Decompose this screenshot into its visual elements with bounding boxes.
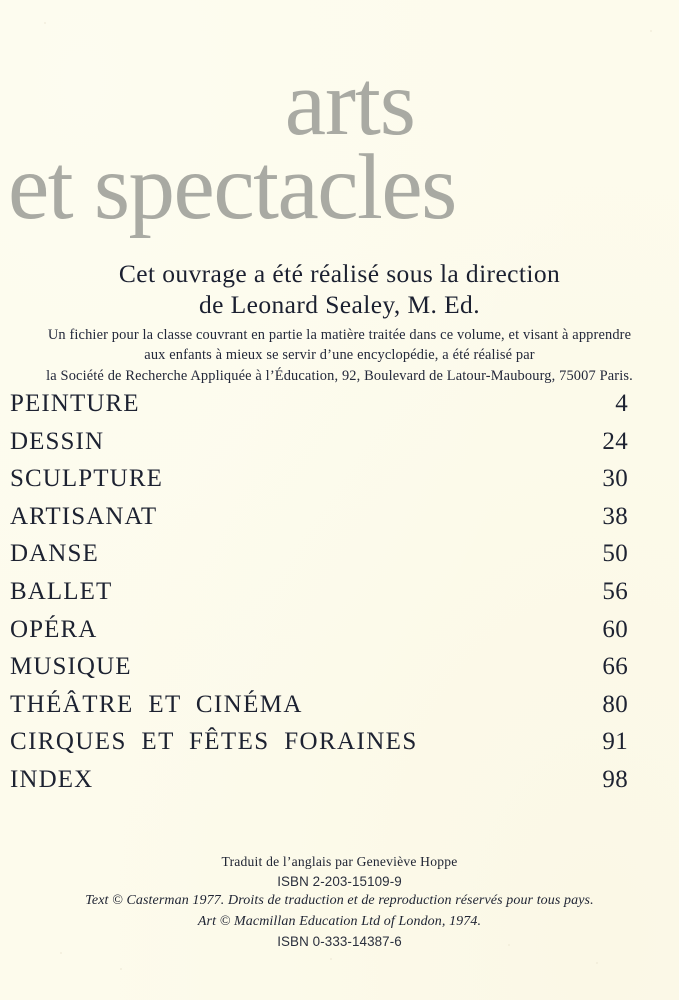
colophon [0, 852, 679, 952]
toc-entry-page: 66 [602, 653, 628, 681]
toc-entry-label: OPÉRA [10, 615, 98, 643]
toc-entry [10, 540, 628, 578]
direction-credit [0, 258, 679, 320]
toc-entry-page: 4 [615, 390, 628, 417]
toc-entry-label: PEINTURE [10, 390, 140, 417]
scan-speckle [650, 30, 652, 32]
toc-entry-label: BALLET [10, 577, 113, 605]
toc-entry-page: 60 [602, 615, 628, 643]
scan-speckle [120, 968, 122, 970]
table-of-contents [10, 390, 628, 804]
scan-speckle [44, 22, 46, 24]
toc-entry-label: THÉÂTRE ET CINÉMA [10, 690, 303, 718]
toc-entry [10, 653, 628, 691]
toc-entry-page: 80 [602, 690, 628, 718]
toc-entry-page: 56 [602, 577, 628, 605]
toc-entry-page: 38 [602, 502, 628, 530]
toc-entry [10, 503, 628, 541]
toc-entry-label: CIRQUES ET FÊTES FORAINES [10, 728, 418, 756]
toc-entry-label: ARTISANAT [10, 502, 158, 530]
credit-line-2: de Leonard Sealey, M. Ed. [199, 290, 480, 320]
note-line-1: Un fichier pour la classe couvrant en partie la matière traitée dans ce volume, et visant à apprendre [47, 327, 632, 343]
title-line-arts: arts [284, 52, 415, 155]
text-copyright: Text © Casterman 1977. Droits de traduction et de reproduction réservés pour tous pays. [85, 893, 594, 909]
art-copyright: Art © Macmillan Education Ltd of London, 1974. [197, 913, 482, 929]
credit-line-1: Cet ouvrage a été réalisé sous la direction [118, 259, 561, 288]
translator-credit: Traduit de l’anglais par Geneviève Hoppe [221, 854, 458, 869]
toc-entry [10, 428, 628, 466]
toc-entry-page: 50 [602, 540, 628, 568]
classroom-file-note [10, 325, 669, 386]
note-line-3: la Société de Recherche Appliquée à l’Éducation, 92, Boulevard de Latour-Maubourg, 75007 Paris. [46, 367, 633, 384]
toc-entry-label: SCULPTURE [10, 465, 163, 493]
scan-speckle [330, 958, 332, 960]
toc-entry-label: DANSE [10, 540, 99, 568]
toc-entry [10, 578, 628, 616]
toc-entry-page: 98 [602, 765, 628, 793]
note-line-2: aux enfants à mieux se servir d’une encyclopédie, a été réalisé par [144, 347, 535, 364]
toc-entry [10, 691, 628, 729]
toc-entry [10, 728, 628, 766]
toc-entry [10, 465, 628, 503]
scan-speckle [596, 962, 598, 964]
book-title [0, 52, 679, 239]
toc-entry [10, 766, 628, 804]
toc-entry-label: MUSIQUE [10, 653, 132, 681]
toc-entry [10, 390, 628, 428]
toc-entry [10, 616, 628, 654]
toc-entry-page: 91 [602, 728, 628, 756]
toc-entry-page: 30 [602, 465, 628, 493]
title-line-et-spectacles: et spectacles [8, 135, 456, 239]
scan-speckle [60, 952, 62, 954]
toc-entry-label: INDEX [10, 765, 94, 793]
toc-entry-page: 24 [602, 427, 628, 455]
isbn-french: ISBN 2-203-15109-9 [277, 873, 402, 889]
toc-entry-label: DESSIN [10, 427, 105, 455]
isbn-english: ISBN 0-333-14387-6 [277, 934, 402, 950]
